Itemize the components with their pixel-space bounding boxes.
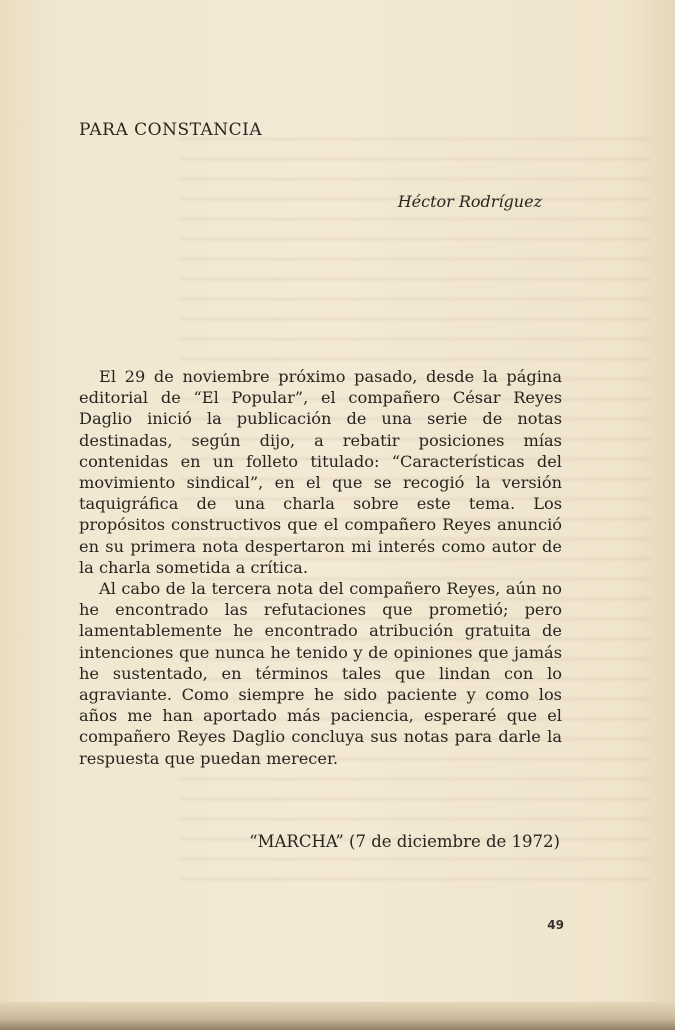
page-bottom-edge (0, 1002, 675, 1030)
article-author: Héctor Rodríguez (397, 192, 542, 211)
article-heading: PARA CONSTANCIA (79, 120, 263, 140)
article-body (79, 366, 562, 769)
paragraph-2: Al cabo de la tercera nota del compañero Reyes, aún no he encontrado las refutaciones que prometió; pero lamentablemente he encontrado atribución gratuita de intenciones que nunca he tenido y de opiniones que jamás he sustentado, en términos tales que lindan con lo agraviante. Como siempre he sido paciente y como los años me han aportado más paciencia, esperaré que el compañero Reyes Daglio concluya sus notas para darle la respuesta que puedan merecer. (79, 579, 562, 768)
source-citation: “MARCHA” (7 de diciembre de 1972) (249, 832, 560, 851)
paragraph-1: El 29 de noviembre próximo pasado, desde la página editorial de “El Popular”, el compañero César Reyes Daglio inició la publicación de una serie de notas destinadas, según dijo, a rebatir posiciones mías contenidas en un folleto titulado: “Características del movimiento sindical”, en el que se recogió la versión taquigráfica de una charla sobre este tema. Los propósitos constructivos que el compañero Reyes anunció en su primera nota despertaron mi interés como autor de la charla sometida a crítica. (79, 367, 562, 577)
page-number: 49 (547, 918, 564, 932)
